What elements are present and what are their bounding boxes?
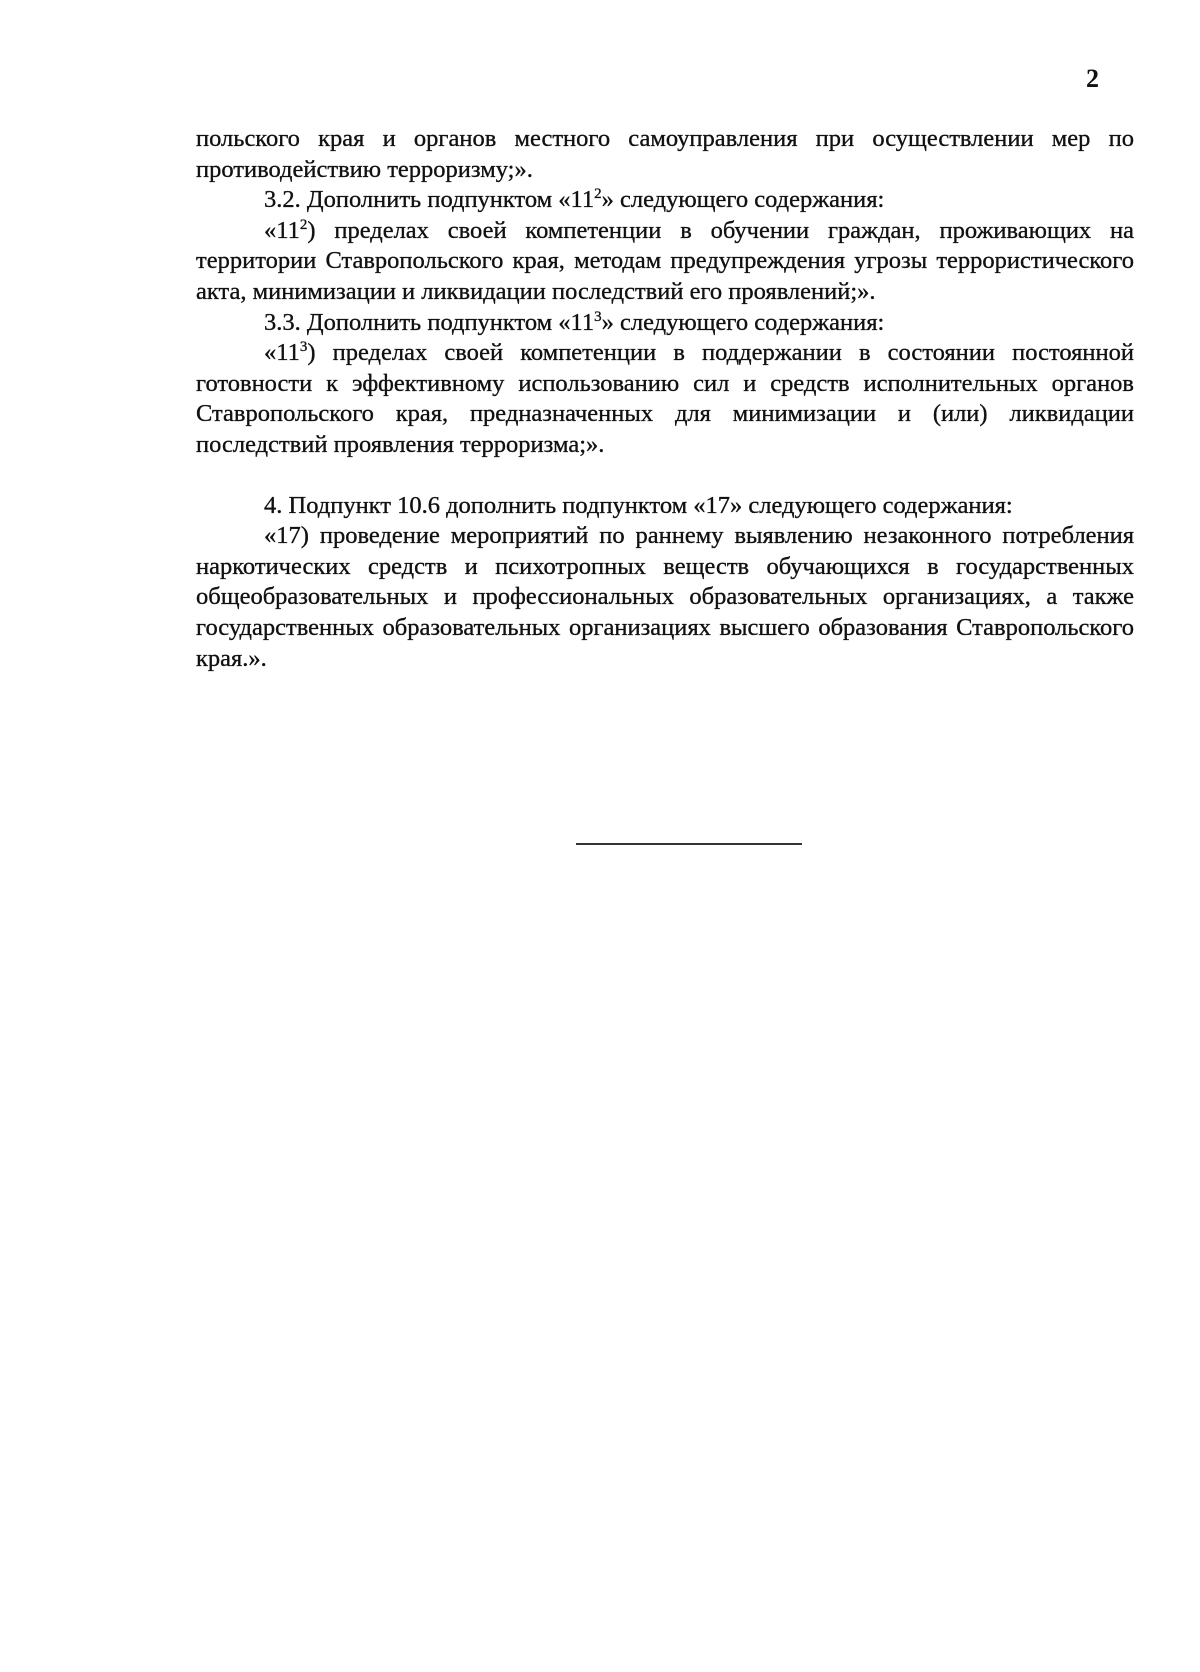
paragraph-11-2-text: «$11^2$) пределах своей компетенции в обучении граждан, проживающих на территории Ставропольского края, методам предупреждения угрозы террористического акта, минимизации и ликвидации последствий его проявлений;». [196,216,1134,305]
page-number: 2 [1086,64,1099,93]
paragraph-3-2-heading: 3.2. Дополнить подпунктом «$11^2$» следующего содержания: [264,186,885,214]
paragraph-continuation: польского края и органов местного самоуправления при осуществлении мер по противодействию терроризму;». [196,125,1134,183]
paragraph-11-3-text: «$11^3$) пределах своей компетенции в поддержании в состоянии постоянной готовности к эффективному использованию сил и средств исполнительных органов Ставропольского края, предназначенных для минимизации и (или) ликвидации последствий проявления терроризма;». [196,339,1134,458]
paragraph-4-heading: 4. Подпункт 10.6 дополнить подпунктом «17» следующего содержания: [264,491,1013,519]
paragraph-3-3-heading: 3.3. Дополнить подпунктом «$11^3$» следующего содержания: [264,308,885,336]
end-of-document-rule [576,843,802,845]
document-body [196,124,1134,674]
paragraph-17-text: «17) проведение мероприятий по раннему выявлению незаконного потребления наркотических средств и психотропных веществ обучающихся в государственных общеобразовательных и профессиональных образовательных организациях, а также государственных образовательных организациях высшего образования Ставропольского края.». [196,522,1134,672]
